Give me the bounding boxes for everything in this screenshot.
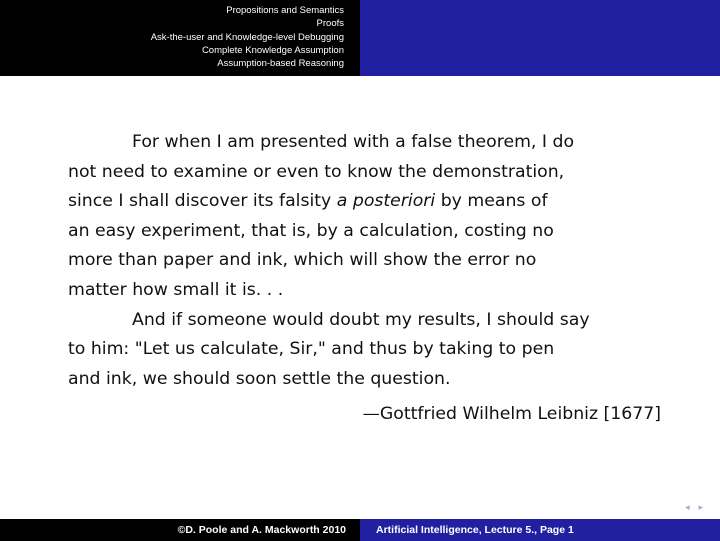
nav-item-proofs[interactable]: Proofs xyxy=(316,18,344,30)
emphasis-a-posteriori: a posteriori xyxy=(336,191,436,212)
quote-line: And if someone would doubt my results, I should say xyxy=(132,309,590,330)
section-navigation xyxy=(151,4,344,70)
nav-item-propositions-semantics[interactable]: Propositions and Semantics xyxy=(226,5,344,16)
quote-text: by means of xyxy=(435,191,548,212)
footer-author: ©D. Poole and A. Mackworth 2010 xyxy=(177,524,346,536)
nav-item-complete-knowledge[interactable]: Complete Knowledge Assumption xyxy=(201,44,344,56)
quote-line: matter how small it is. . . xyxy=(68,279,284,300)
footer-left-panel xyxy=(0,519,360,541)
leibniz-quote xyxy=(68,128,620,394)
quote-attribution: —Gottfried Wilhelm Leibniz [1677] xyxy=(362,404,661,424)
footer-right-panel xyxy=(360,519,720,541)
slide-navigation-arrows-icon[interactable]: ◂ ▸ xyxy=(685,503,706,513)
quote-line: more than paper and ink, which will show the error no xyxy=(68,250,537,271)
quote-text: since I shall discover its falsity xyxy=(68,191,337,212)
quote-line xyxy=(68,191,548,211)
quote-line: to him: "Let us calculate, Sir," and thus by taking to pen xyxy=(68,339,555,360)
quote-line: not need to examine or even to know the demonstration, xyxy=(68,161,565,182)
footer-title: Artificial Intelligence, Lecture 5., Page 1 xyxy=(376,524,574,536)
quote-paragraph-2 xyxy=(68,306,620,395)
quote-line: and ink, we should soon settle the question. xyxy=(68,368,451,389)
quote-line: For when I am presented with a false theorem, I do xyxy=(132,132,575,152)
slide-header xyxy=(0,0,720,76)
slide-footer xyxy=(0,519,720,541)
quote-line: an easy experiment, that is, by a calculation, costing no xyxy=(68,220,554,241)
nav-item-assumption-based[interactable]: Assumption-based Reasoning xyxy=(217,58,344,70)
nav-item-ask-the-user[interactable]: Ask-the-user and Knowledge-level Debugging xyxy=(150,31,344,43)
quote-paragraph-1 xyxy=(68,128,620,306)
header-right-panel xyxy=(360,0,720,76)
header-left-panel xyxy=(0,0,360,76)
